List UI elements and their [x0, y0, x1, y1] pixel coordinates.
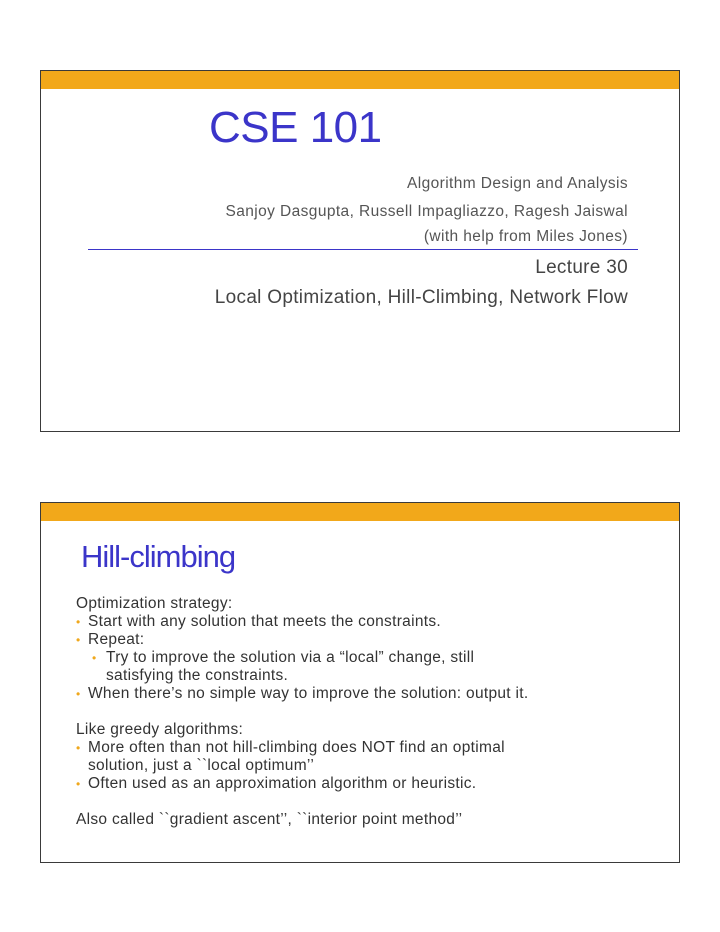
list-item	[76, 775, 676, 793]
slide-body	[76, 595, 676, 829]
list-item	[76, 685, 676, 703]
slide-title: Hill-climbing	[81, 539, 236, 574]
title-slide	[40, 70, 680, 432]
lecture-topic: Local Optimization, Hill-Climbing, Network Flow	[214, 287, 628, 308]
spacer	[76, 793, 676, 811]
course-subtitle: Algorithm Design and Analysis	[407, 175, 628, 192]
bullet-icon: •	[76, 615, 81, 629]
spacer	[76, 703, 676, 721]
help-credit: (with help from Miles Jones)	[423, 228, 628, 245]
content-slide	[40, 502, 680, 863]
list-item-text-continued: satisfying the constraints.	[106, 667, 289, 684]
bullet-icon: •	[76, 741, 81, 755]
list-item-text: Often used as an approximation algorithm or heuristic.	[88, 775, 477, 792]
bullet-icon: •	[76, 633, 81, 647]
list-item	[76, 631, 676, 649]
list-item-text: More often than not hill-climbing does NOT find an optimal	[88, 739, 505, 756]
list-item-text: Try to improve the solution via a “local” change, still	[106, 649, 475, 666]
lecture-number: Lecture 30	[535, 257, 628, 278]
authors: Sanjoy Dasgupta, Russell Impagliazzo, Ragesh Jaiswal	[225, 203, 628, 220]
course-title: CSE 101	[209, 103, 382, 152]
bullet-icon: •	[76, 687, 81, 701]
list-item	[76, 739, 676, 775]
accent-bar	[41, 503, 679, 521]
section-heading: Optimization strategy:	[76, 595, 233, 612]
list-item-text-continued: solution, just a ``local optimum’’	[88, 757, 315, 774]
list-item-text: When there’s no simple way to improve the solution: output it.	[88, 685, 529, 702]
divider-line	[88, 249, 638, 250]
sub-list-item	[76, 649, 676, 685]
footer-note: Also called ``gradient ascent’’, ``interior point method’’	[76, 811, 463, 828]
bullet-icon: •	[76, 777, 81, 791]
bullet-icon: •	[92, 651, 97, 665]
list-item-text: Repeat:	[88, 631, 145, 648]
list-item	[76, 613, 676, 631]
list-item-text: Start with any solution that meets the constraints.	[88, 613, 442, 630]
accent-bar	[41, 71, 679, 89]
section-heading: Like greedy algorithms:	[76, 721, 244, 738]
